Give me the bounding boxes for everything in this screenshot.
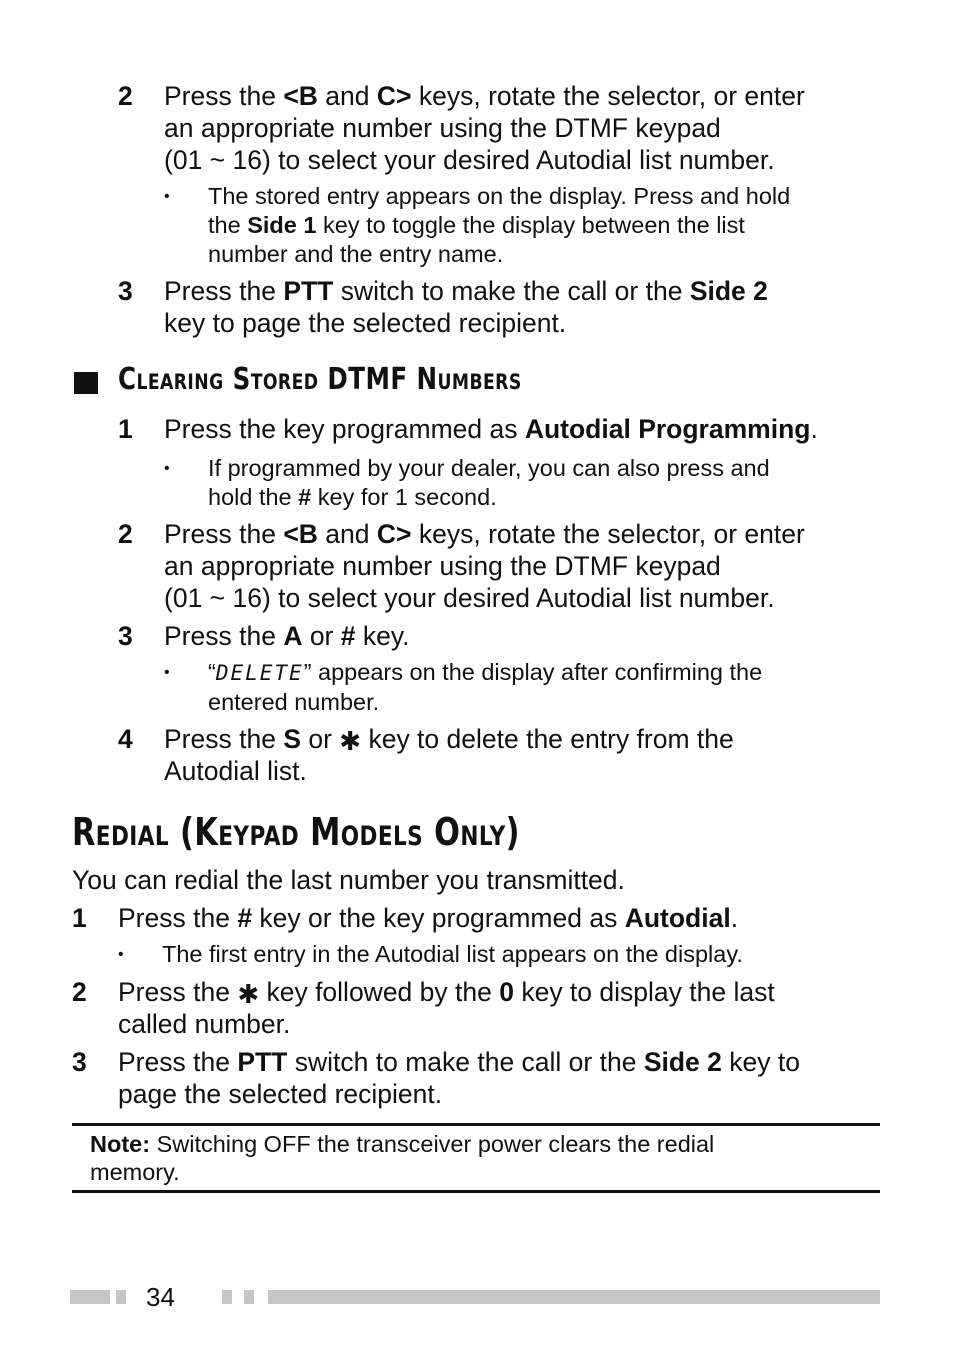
heading-square-icon bbox=[74, 372, 98, 394]
key-ptt: PTT bbox=[283, 276, 334, 306]
bullet-text: If programmed by your dealer, you can also press and hold the # key for 1 second. bbox=[208, 455, 770, 510]
bullet-text: “DELETE” appears on the display after confirming the entered number. bbox=[208, 659, 763, 715]
step-text: Press the PTT switch to make the call or the Side 2 key to page the selected recipient. bbox=[118, 1047, 800, 1109]
key-0: 0 bbox=[499, 977, 514, 1007]
key-hash: # bbox=[340, 621, 356, 651]
step-text: Press the <B and C> keys, rotate the selector, or enter an appropriate number using the DTMF keypad (01 ~ 16) to select your desired Autodial list number. bbox=[164, 81, 805, 175]
footer-bar-mark-2 bbox=[244, 1290, 254, 1304]
bullet-icon: • bbox=[164, 664, 170, 681]
key-c: C> bbox=[376, 81, 412, 111]
bullet-icon: • bbox=[164, 460, 170, 477]
step-text: Press the <B and C> keys, rotate the selector, or enter an appropriate number using the DTMF keypad (01 ~ 16) to select your desired Autodial list number. bbox=[164, 519, 805, 613]
lcd-delete-text: DELETE bbox=[215, 661, 304, 685]
key-hash: # bbox=[298, 484, 312, 510]
note-label: Note: bbox=[90, 1131, 151, 1157]
key-side-2: Side 2 bbox=[643, 1047, 722, 1077]
key-side-1: Side 1 bbox=[247, 212, 317, 238]
key-a: A bbox=[283, 621, 303, 651]
redial-intro: You can redial the last number you transmitted. bbox=[72, 865, 625, 895]
step-text: Press the key programmed as Autodial Programming. bbox=[164, 414, 818, 444]
key-hash: # bbox=[237, 903, 253, 933]
step-number: 3 bbox=[118, 276, 133, 306]
footer-bar-left-small bbox=[116, 1290, 126, 1304]
footer-bar-left bbox=[70, 1290, 110, 1304]
section-heading-clearing: Clearing Stored DTMF Numbers bbox=[118, 362, 522, 397]
key-b: <B bbox=[283, 81, 318, 111]
bullet-icon: • bbox=[118, 946, 124, 963]
step-number: 2 bbox=[118, 81, 133, 111]
step-text: Press the PTT switch to make the call or the Side 2 key to page the selected recipient. bbox=[164, 276, 768, 338]
step-number: 1 bbox=[72, 903, 87, 933]
step-number: 4 bbox=[118, 724, 133, 754]
key-autodial-programming: Autodial Programming bbox=[524, 414, 811, 444]
asterisk-key-icon: ✱ bbox=[237, 979, 260, 1009]
step-number: 1 bbox=[118, 414, 133, 444]
step-number: 2 bbox=[118, 519, 133, 549]
step-number: 3 bbox=[72, 1047, 87, 1077]
step-text: Press the # key or the key programmed as Autodial. bbox=[118, 903, 739, 933]
asterisk-key-icon: ✱ bbox=[339, 726, 362, 756]
step-text: Press the ✱ key followed by the 0 key to display the last called number. bbox=[118, 977, 775, 1039]
key-side-2: Side 2 bbox=[689, 276, 768, 306]
key-autodial: Autodial bbox=[624, 903, 731, 933]
note-box bbox=[72, 1123, 880, 1193]
bullet-icon: • bbox=[164, 188, 170, 205]
step-number: 3 bbox=[118, 621, 133, 651]
footer-bar-right bbox=[268, 1290, 880, 1304]
footer-bar-mark-1 bbox=[222, 1290, 232, 1304]
page-number: 34 bbox=[146, 1282, 175, 1312]
key-c: C> bbox=[376, 519, 412, 549]
step-number: 2 bbox=[72, 977, 87, 1007]
key-s: S bbox=[283, 724, 301, 754]
step-text: Press the A or # key. bbox=[164, 621, 410, 651]
section-heading-redial: Redial (Keypad Models Only) bbox=[72, 810, 520, 854]
bullet-text: The stored entry appears on the display. Press and hold the Side 1 key to toggle the display between the list number and the entry name. bbox=[208, 183, 791, 267]
bullet-text: The first entry in the Autodial list appears on the display. bbox=[162, 941, 743, 967]
step-text: Press the S or ✱ key to delete the entry from the Autodial list. bbox=[164, 724, 734, 786]
key-ptt: PTT bbox=[237, 1047, 288, 1077]
note-text: Note: Switching OFF the transceiver power clears the redial memory. bbox=[90, 1131, 715, 1185]
key-b: <B bbox=[283, 519, 318, 549]
